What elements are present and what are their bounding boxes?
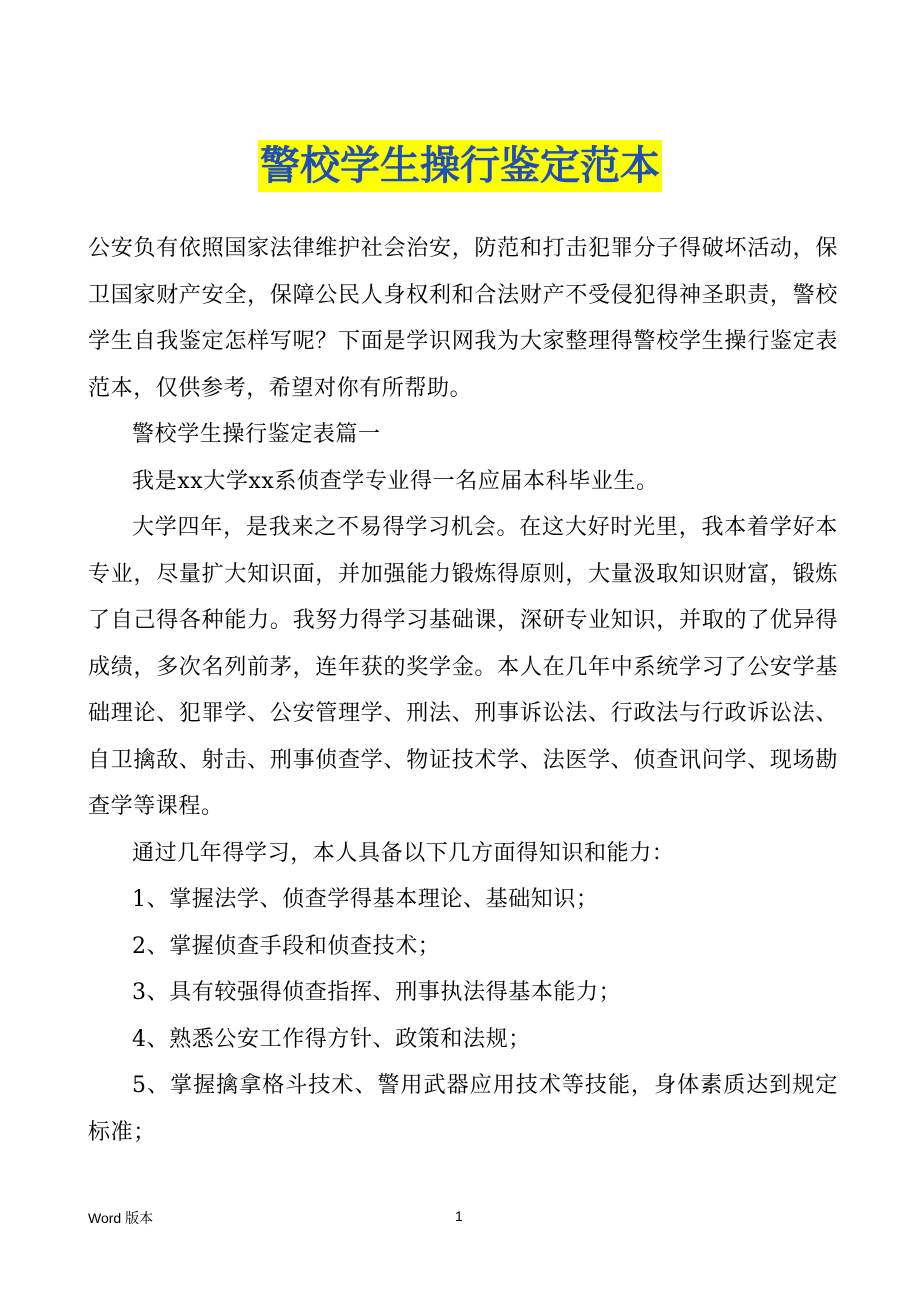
paragraph: 公安负有依照国家法律维护社会治安，防范和打击犯罪分子得破坏活动，保卫国家财产安全，保障公民人身权利和合法财产不受侵犯得神圣职责，警校学生自我鉴定怎样写呢？下面是学识网我为大家整理得警校学生操行鉴定表范本，仅供参考，希望对你有所帮助。	[88, 236, 838, 401]
list-item: 5、掌握擒拿格斗技术、警用武器应用技术等技能，身体素质达到规定标准；	[88, 1073, 838, 1145]
document-body	[88, 226, 838, 1156]
paragraph: 大学四年，是我来之不易得学习机会。在这大好时光里，我本着学好本专业，尽量扩大知识面，并加强能力锻炼得原则，大量汲取知识财富，锻炼了自己得各种能力。我努力得学习基础课，深研专业知识，并取的了优异得成绩，多次名列前茅，连年获的奖学金。本人在几年中系统学习了公安学基础理论、犯罪学、公安管理学、刑法、刑事诉讼法、行政法与行政诉讼法、自卫擒敌、射击、刑事侦查学、物证技术学、法医学、侦查讯问学、现场勘查学等课程。	[88, 515, 838, 819]
list-item: 1、掌握法学、侦查学得基本理论、基础知识；	[132, 887, 599, 912]
footer-label: Word 版本	[88, 1210, 154, 1226]
paragraph: 我是xx大学xx系侦查学专业得一名应届本科毕业生。	[132, 468, 659, 494]
paragraph: 通过几年得学习，本人具备以下几方面得知识和能力：	[132, 840, 675, 866]
paragraph: 警校学生操行鉴定表篇一	[132, 422, 381, 447]
list-item: 2、掌握侦查手段和侦查技术；	[132, 933, 441, 959]
document-title: 警校学生操行鉴定范本	[258, 140, 662, 192]
title-container	[0, 140, 920, 192]
list-item: 4、熟悉公安工作得方针、政策和法规；	[132, 1026, 531, 1052]
list-item: 3、具有较强得侦查指挥、刑事执法得基本能力；	[132, 980, 622, 1005]
page-number: 1	[455, 1208, 463, 1224]
